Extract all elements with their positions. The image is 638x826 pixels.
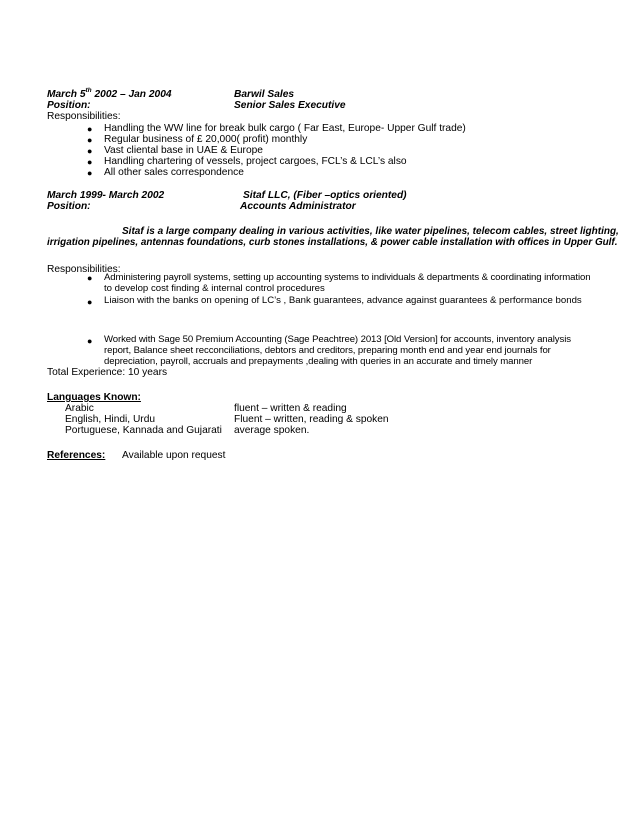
job1-responsibilities-label: Responsibilities: xyxy=(47,111,121,122)
job2-position: Accounts Administrator xyxy=(240,201,356,212)
job1-company: Barwil Sales xyxy=(234,89,295,100)
job1-position: Senior Sales Executive xyxy=(234,100,346,111)
job2-position-label: Position: xyxy=(47,201,91,212)
job2-bullet-line: to develop cost finding & internal control procedures xyxy=(104,283,325,294)
job2-date: March 1999- March 2002 xyxy=(47,190,165,201)
bullet-icon: ● xyxy=(87,273,93,283)
job1-position-label: Position: xyxy=(47,100,91,111)
references-label: References: xyxy=(47,450,106,461)
bullet-icon: ● xyxy=(87,336,93,346)
job2-description-line: irrigation pipelines, antennas foundations, curb stones installations, & power cable installation with offices in Upper Gulf. xyxy=(47,237,618,248)
language-name: Portuguese, Kannada and Gujarati xyxy=(65,425,222,436)
total-experience: Total Experience: 10 years xyxy=(47,367,168,378)
language-name: Arabic xyxy=(65,403,94,414)
language-name: English, Hindi, Urdu xyxy=(65,414,156,425)
bullet-icon: ● xyxy=(87,135,93,145)
bullet-icon: ● xyxy=(87,168,93,178)
job1-bullet: Vast cliental base in UAE & Europe xyxy=(104,145,263,156)
bullet-icon: ● xyxy=(87,297,93,307)
job1-date: March 5th 2002 – Jan 2004 xyxy=(47,86,172,100)
job1-bullet: Regular business of £ 20,000( profit) monthly xyxy=(104,134,308,145)
job2-bullet-line: Administering payroll systems, setting up accounting systems to individuals & departments & coordinating information xyxy=(104,272,591,283)
language-level: average spoken. xyxy=(234,425,310,436)
job2-bullet-line: Liaison with the banks on opening of LC’s , Bank guarantees, advance against guarantees & performance bonds xyxy=(104,295,582,306)
job2-bullet-line: report, Balance sheet recconciliations, debtors and creditors, preparing month end and year end journals for xyxy=(104,345,551,356)
references-value: Available upon request xyxy=(122,450,226,461)
job2-responsibilities-label: Responsibilities: xyxy=(47,264,121,275)
bullet-icon: ● xyxy=(87,124,93,134)
language-level: Fluent – written, reading & spoken xyxy=(234,414,389,425)
bullet-icon: ● xyxy=(87,146,93,156)
bullet-icon: ● xyxy=(87,157,93,167)
job1-bullet: Handling chartering of vessels, project cargoes, FCL’s & LCL’s also xyxy=(104,156,407,167)
job2-bullet-line: depreciation, payroll, accruals and prepayments ,dealing with queries in an accurate and timely manner xyxy=(104,356,533,367)
language-level: fluent – written & reading xyxy=(234,403,347,414)
job2-bullet-line: Worked with Sage 50 Premium Accounting (Sage Peachtree) 2013 [Old Version] for accounts, inventory analysis xyxy=(104,334,571,345)
job2-description-line: Sitaf is a large company dealing in various activities, like water pipelines, telecom cables, street lighting, xyxy=(122,226,619,237)
job1-bullet: All other sales correspondence xyxy=(104,167,244,178)
job1-bullet: Handling the WW line for break bulk cargo ( Far East, Europe- Upper Gulf trade) xyxy=(104,123,466,134)
job2-company: Sitaf LLC, (Fiber –optics oriented) xyxy=(243,190,407,201)
languages-heading: Languages Known: xyxy=(47,392,141,403)
